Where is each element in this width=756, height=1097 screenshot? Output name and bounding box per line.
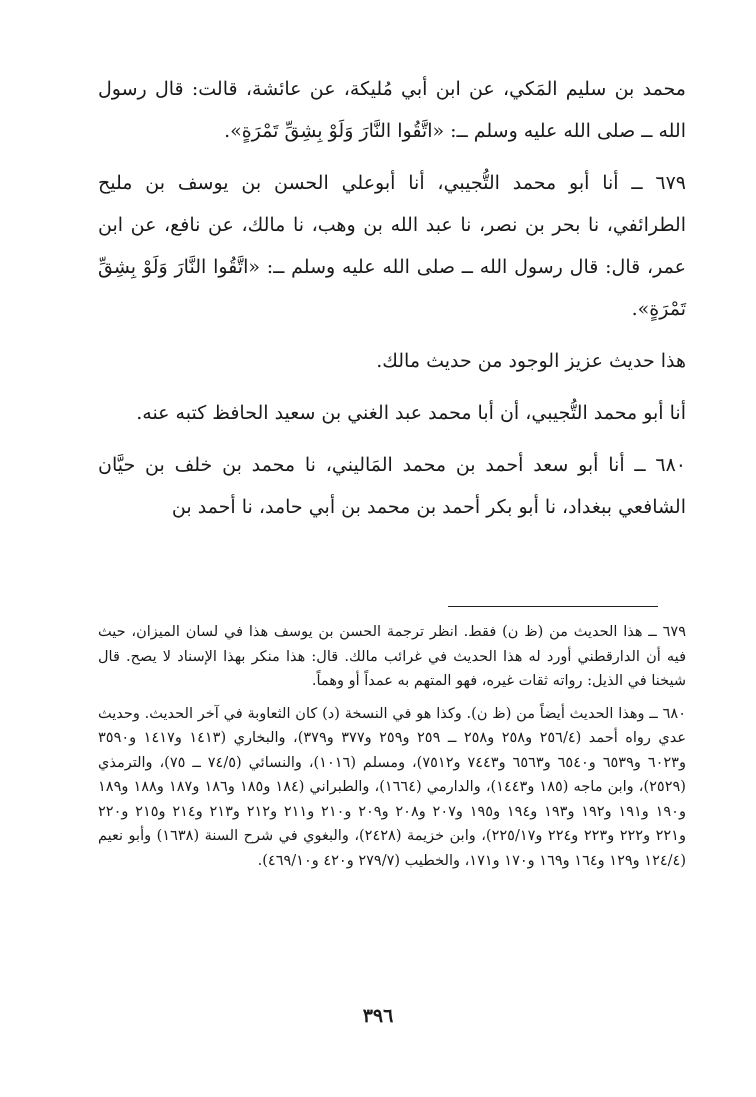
footnotes	[98, 620, 686, 881]
hadith-680: ٦٨٠ ــ أنا أبو سعد أحمد بن محمد المَاليني، نا محمد بن خلف بن حيَّان الشافعي ببغداد، نا أبو بكر أحمد بن محمد بن أبي حامد، نا أحمد بن	[98, 454, 686, 518]
body-paragraph-note: أنا أبو محمد التُّجيبي، أن أبا محمد عبد الغني بن سعيد الحافظ كتبه عنه.	[136, 402, 686, 424]
footnote-680: ٦٨٠ ــ وهذا الحديث أيضاً من (ظ ن). وكذا هو في النسخة (د) كان الثعاوبة في آخر الحديث. وحديث عدي رواه أحمد (٢٥٦/٤ و٢٥٨ و٢٥٨ ــ ٢٥٩ و٢٥٩ و٣٧٧ و٣٧٩)، والبخاري (١٤١٣ و١٤١٧ و٣٥٩٠ و٦٠٢٣ و٦٥٣٩ و٦٥٤٠ و٦٥٦٣ و٧٤٤٣ و٧٥١٢)، ومسلم (١٠١٦)، والنسائي (٧٤/٥ ــ ٧٥)، والترمذي (٢٥٢٩)، وابن ماجه (١٨٥ و١٤٤٣)، والدارمي (١٦٦٤)، والطبراني (١٨٤ و١٨٥ و١٨٦ و١٨٧ و١٨٨ و١٨٩ و١٩٠ و١٩١ و١٩٢ و١٩٣ و١٩٤ و١٩٥ و٢٠٧ و٢٠٨ و٢٠٩ و٢١٠ و٢١١ و٢١٢ و٢١٣ و٢١٤ و٢١٥ و٢٢٠ و٢٢١ و٢٢٢ و٢٢٣ و٢٢٤ و٢٢٥/١٧)، وابن خزيمة (٢٤٢٨)، والبغوي في شرح السنة (١٦٣٨) وأبو نعيم (١٢٤/٤ و١٢٩ و١٦٤ و١٦٩ و١٧٠ و١٧١، والخطيب (٢٧٩/٧ و٤٢٠ و٤٦٩/١٠).	[98, 705, 686, 869]
hadith-679: ٦٧٩ ــ أنا أبو محمد التُّجيبي، أنا أبوعلي الحسن بن يوسف بن مليح الطرائفي، نا بحر بن نصر، نا عبد الله بن وهب، نا مالك، عن نافع، عن ابن عمر، قال: قال رسول الله ــ صلى الله عليه وسلم ــ: «اتَّقُوا النَّارَ وَلَوْ بِشِقِّ تَمْرَةٍ».	[98, 172, 686, 320]
footnote-679: ٦٧٩ ــ هذا الحديث من (ظ ن) فقط. انظر ترجمة الحسن بن يوسف هذا في لسان الميزان، حيث فيه أن الدارقطني أورد له هذا الحديث في غرائب مالك. قال: هذا منكر بهذا الإسناد لا يصح. قال شيخنا في الذيل: رواته ثقات غيره، فهو المتهم به عمداً أو وهماً.	[98, 624, 686, 689]
main-text	[98, 68, 686, 534]
body-paragraph-comment: هذا حديث عزيز الوجود من حديث مالك.	[376, 350, 686, 372]
footnote-separator	[448, 606, 658, 607]
body-paragraph-1: محمد بن سليم المَكي، عن ابن أبي مُليكة، عن عائشة، قالت: قال رسول الله ــ صلى الله عليه وسلم ــ: «اتَّقُوا النَّارَ وَلَوْ بِشِقِّ تَمْرَةٍ».	[98, 78, 686, 142]
page-number: ٣٩٦	[362, 1005, 394, 1027]
